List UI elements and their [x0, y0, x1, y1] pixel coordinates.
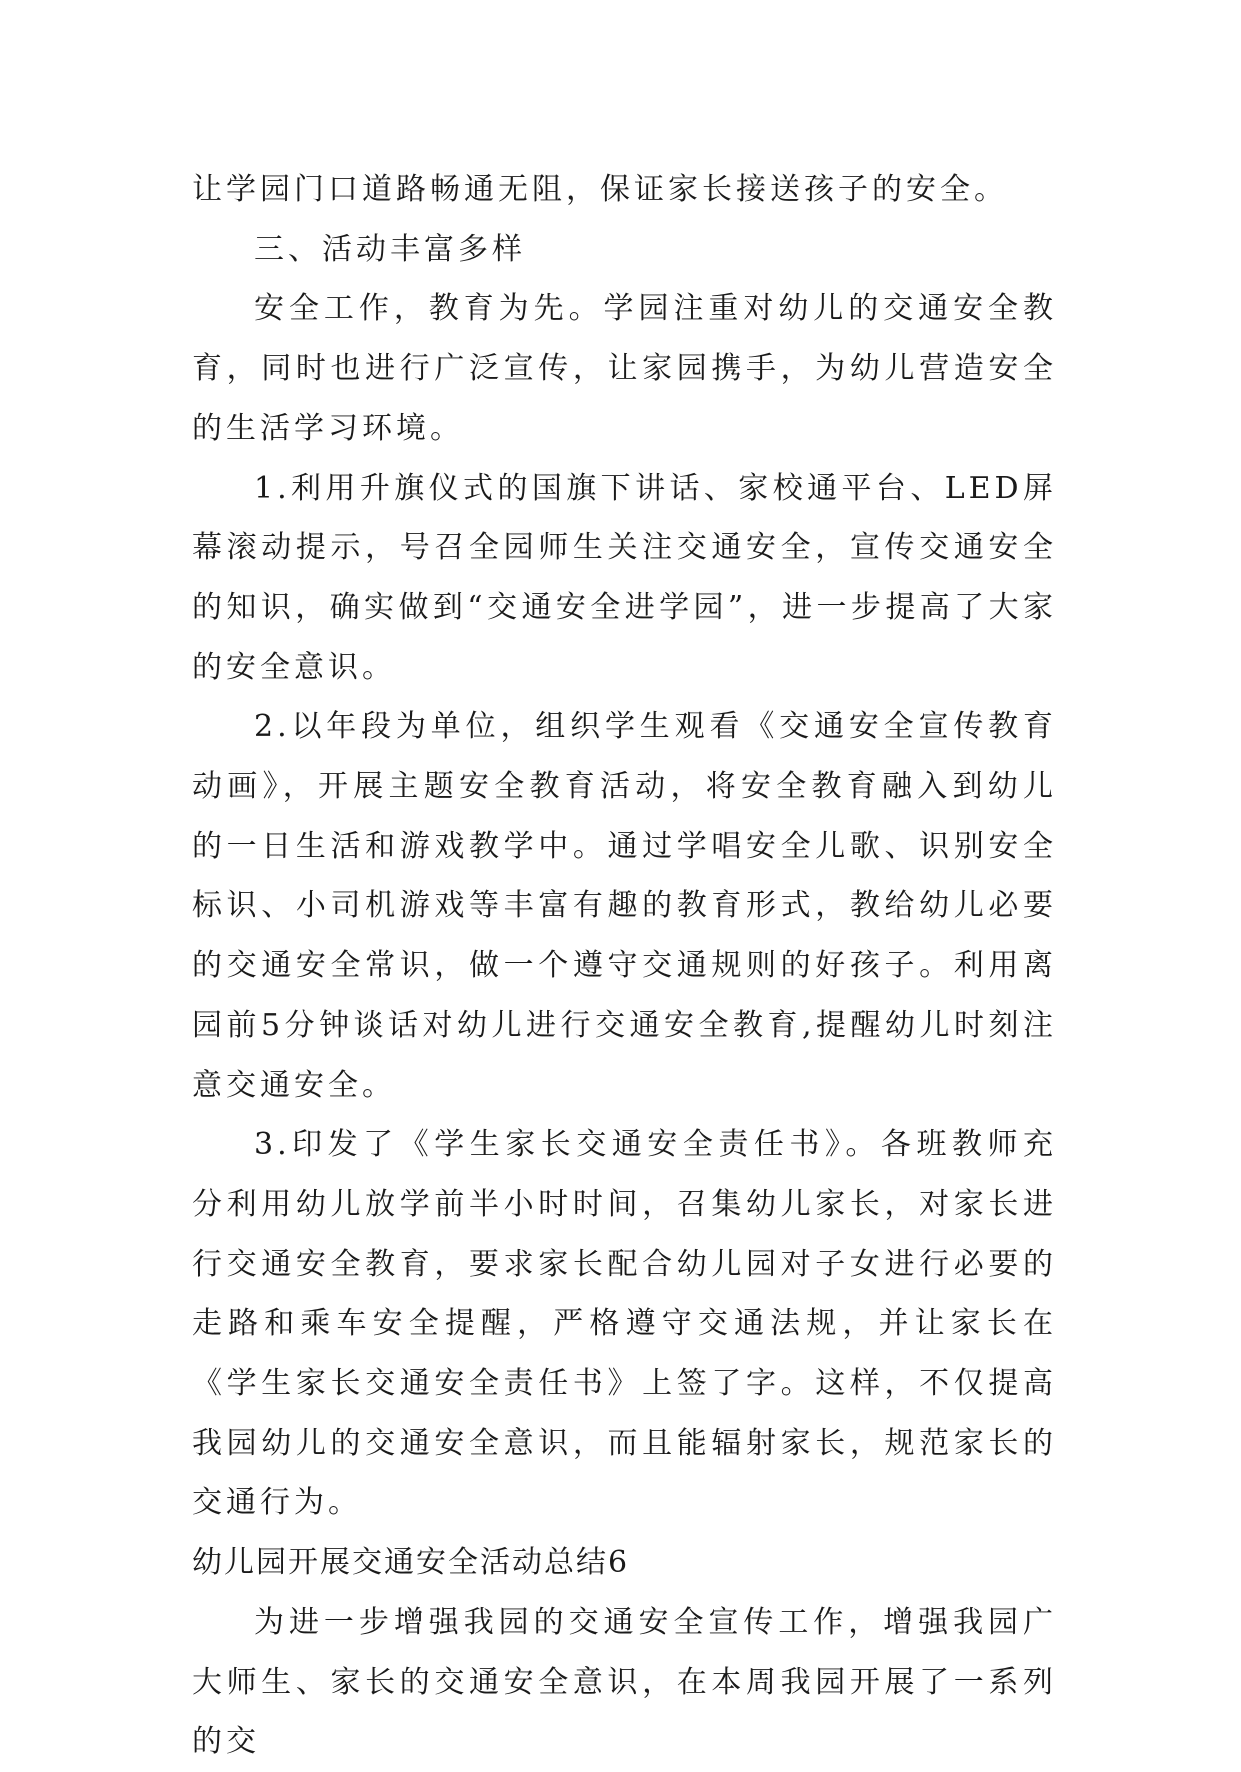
section-title: 幼儿园开展交通安全活动总结6	[192, 1545, 630, 1581]
section-heading-activities: 三、活动丰富多样	[254, 231, 526, 267]
paragraph-item-3: 3.印发了《学生家长交通安全责任书》。各班教师充分利用幼儿放学前半小时时间，召集幼儿家长，对家长进行交通安全教育，要求家长配合幼儿园对子女进行必要的走路和乘车安全提醒，严格遵守交通法规，并让家长在《学生家长交通安全责任书》上签了字。这样，不仅提高我园幼儿的交通安全意识，而且能辐射家长，规范家长的交通行为。	[192, 1127, 1057, 1521]
paragraph-intro: 为进一步增强我园的交通安全宣传工作，增强我园广大师生、家长的交通安全意识，在本周我园开展了一系列的交	[192, 1604, 1057, 1760]
paragraph-item-2: 2.以年段为单位，组织学生观看《交通安全宣传教育动画》，开展主题安全教育活动，将安全教育融入到幼儿的一日生活和游戏教学中。通过学唱安全儿歌、识别安全标识、小司机游戏等丰富有趣的教育形式，教给幼儿必要的交通安全常识，做一个遵守交通规则的好孩子。利用离园前5分钟谈话对幼儿进行交通安全教育,提醒幼儿时刻注意交通安全。	[192, 709, 1057, 1103]
paragraph-item-1: 1.利用升旗仪式的国旗下讲话、家校通平台、LED屏幕滚动提示，号召全园师生关注交通安全，宣传交通安全的知识，确实做到“交通安全进学园”，进一步提高了大家的安全意识。	[192, 470, 1057, 685]
document-body	[192, 160, 1057, 1772]
paragraph-safety-education: 安全工作，教育为先。学园注重对幼儿的交通安全教育，同时也进行广泛宣传，让家园携手，为幼儿营造安全的生活学习环境。	[192, 291, 1057, 446]
paragraph-continuation: 让学园门口道路畅通无阻，保证家长接送孩子的安全。	[192, 172, 1008, 207]
